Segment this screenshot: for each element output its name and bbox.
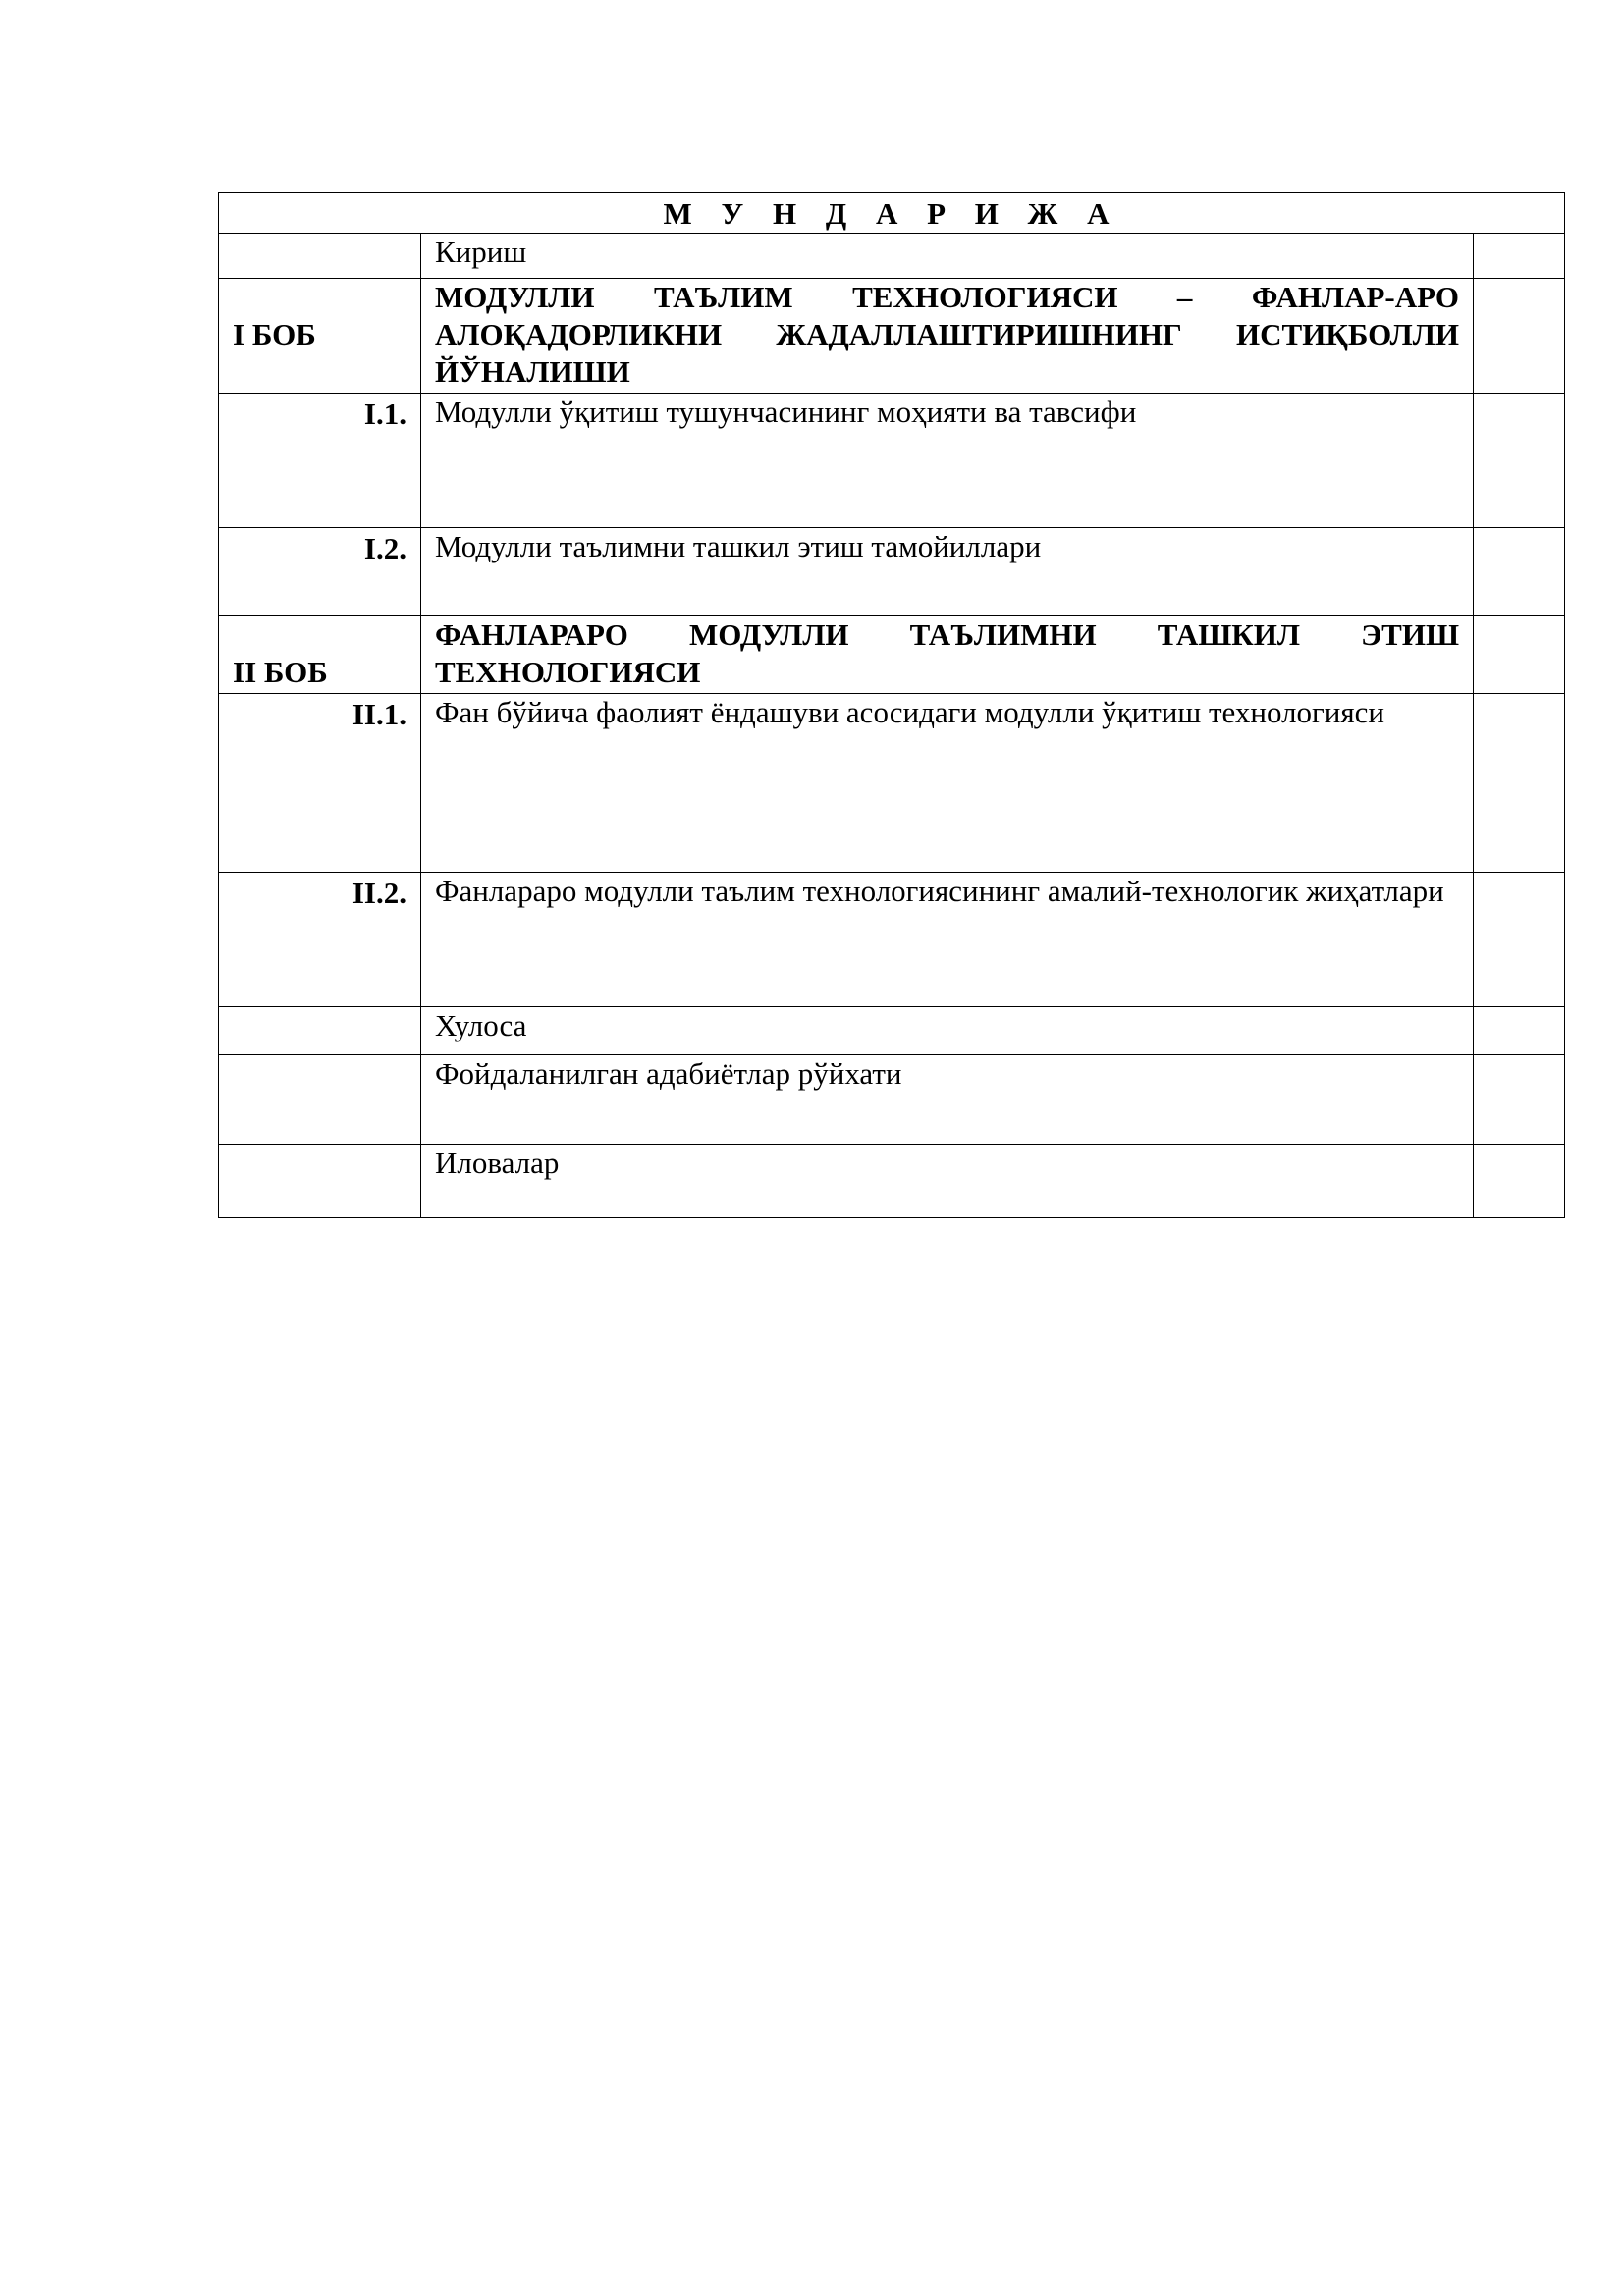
toc-title: М У Н Д А Р И Ж А [219, 193, 1565, 234]
toc-row-conclusion [219, 1007, 1565, 1055]
toc-entry-references: Фойдаланилган адабиётлар рўйхати [421, 1055, 1474, 1145]
toc-row-appendices [219, 1145, 1565, 1218]
toc-number-cell [219, 1055, 421, 1145]
toc-page-cell [1474, 616, 1565, 694]
toc-row-section-1-2 [219, 528, 1565, 616]
toc-page-cell [1474, 279, 1565, 394]
toc-page-cell [1474, 1007, 1565, 1055]
chapter2-title: ФАНЛАРАРО МОДУЛЛИ ТАЪЛИМНИ ТАШКИЛ ЭТИШ ТЕХНОЛОГИЯСИ [421, 616, 1474, 694]
toc-page-cell [1474, 1055, 1565, 1145]
table-of-contents [218, 192, 1565, 1218]
toc-row-intro [219, 234, 1565, 279]
toc-title-row [219, 193, 1565, 234]
chapter1-label: I БОБ [219, 279, 421, 394]
toc-entry-conclusion: Хулоса [421, 1007, 1474, 1055]
toc-row-section-2-2 [219, 873, 1565, 1007]
toc-number-cell [219, 1007, 421, 1055]
toc-entry-appendices: Иловалар [421, 1145, 1474, 1218]
toc-row-section-2-1 [219, 694, 1565, 873]
section-2-1-title: Фан бўйича фаолият ёндашуви асосидаги модулли ўқитиш технологияси [421, 694, 1474, 873]
chapter1-title: МОДУЛЛИ ТАЪЛИМ ТЕХНОЛОГИЯСИ – ФАНЛАР-АРО АЛОҚАДОРЛИКНИ ЖАДАЛЛАШТИРИШНИНГ ИСТИҚБОЛЛИ ЙЎНАЛИШИ [421, 279, 1474, 394]
section-1-1-number: I.1. [219, 394, 421, 528]
section-1-2-number: I.2. [219, 528, 421, 616]
toc-number-cell [219, 234, 421, 279]
toc-row-chapter1 [219, 279, 1565, 394]
toc-page-cell [1474, 1145, 1565, 1218]
toc-page-cell [1474, 694, 1565, 873]
section-2-2-number: II.2. [219, 873, 421, 1007]
toc-row-section-1-1 [219, 394, 1565, 528]
chapter2-label: II БОБ [219, 616, 421, 694]
toc-row-references [219, 1055, 1565, 1145]
toc-row-chapter2 [219, 616, 1565, 694]
toc-page-cell [1474, 234, 1565, 279]
section-2-2-title: Фанлараро модулли таълим технологиясининг амалий-технологик жиҳатлари [421, 873, 1474, 1007]
section-1-1-title: Модулли ўқитиш тушунчасининг моҳияти ва тавсифи [421, 394, 1474, 528]
toc-page-cell [1474, 394, 1565, 528]
section-2-1-number: II.1. [219, 694, 421, 873]
toc-page-cell [1474, 873, 1565, 1007]
toc-entry-intro: Кириш [421, 234, 1474, 279]
section-1-2-title: Модулли таълимни ташкил этиш тамойиллари [421, 528, 1474, 616]
toc-page-cell [1474, 528, 1565, 616]
toc-number-cell [219, 1145, 421, 1218]
